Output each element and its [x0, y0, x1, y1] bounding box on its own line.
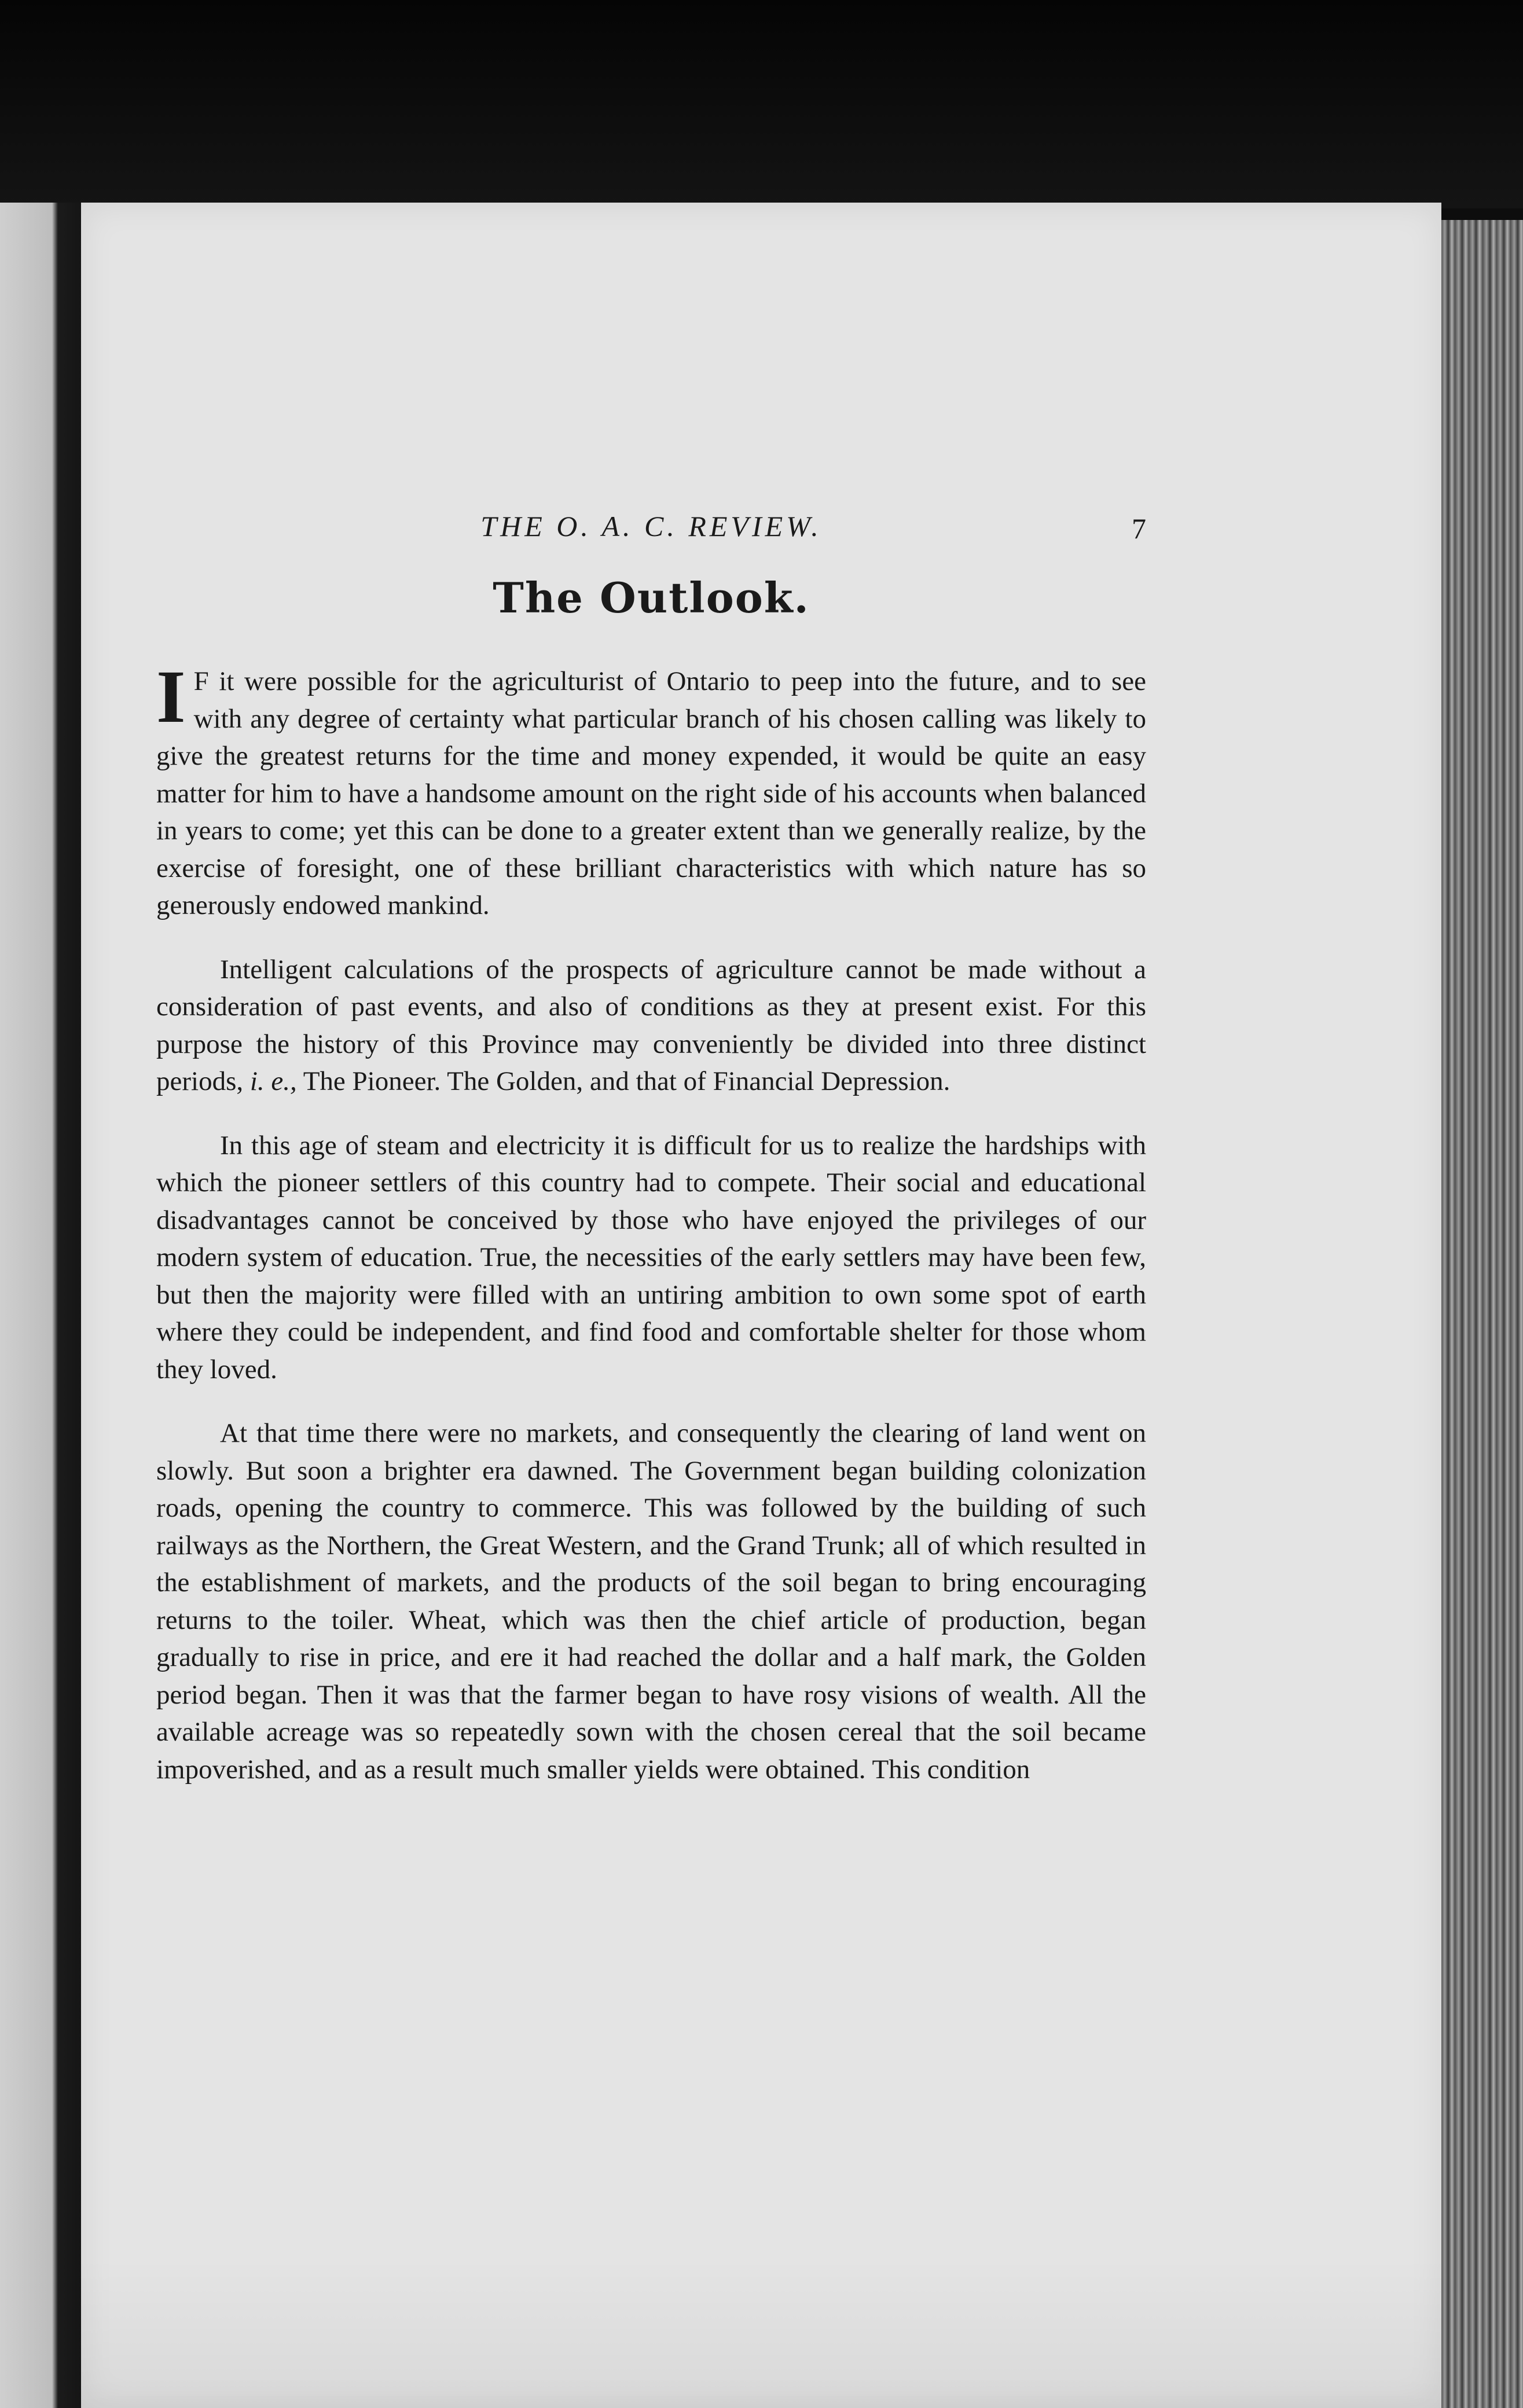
page-stack-edge [1441, 220, 1523, 2408]
page-number: 7 [1132, 512, 1146, 545]
page-shade [81, 2258, 1441, 2408]
drop-cap: I [156, 655, 186, 739]
paragraph-4: At that time there were no markets, and consequently the clearing of land went on slowly. But soon a brighter era dawned. The Government began building colonization roads, opening the country to commerce. This was followed by the building of such railways as the Northern, the Great Western, and the Grand Trunk; all of which resulted in the establishment of markets, and the products of the soil began to bring encouraging returns to the toiler. Wheat, which was then the chief article of production, began gradually to rise in price, and ere it had reached the dollar and a half mark, the Golden period began. Then it was that the farmer began to have rosy visions of wealth. All the available acreage was so repeatedly sown with the chosen cereal that the soil became impoverished, and as a result much smaller yields were obtained. This condition [156, 1418, 1146, 1785]
paragraph-2-ie: i. e., [249, 1066, 297, 1096]
article-title: The Outlook. [493, 573, 810, 622]
page-content [156, 509, 1146, 1815]
journal-title: THE O. A. C. REVIEW. [480, 510, 822, 542]
paragraph-1-text: F it were possible for the agriculturist of Ontario to peep into the future, and to see with any degree of certainty what particular branch of his chosen calling was likely to give the greatest returns for the time and money expended, it would be quite an easy matter for him to have a handsome amount on the right side of his accounts when balanced in years to come; yet this can be done to a greater extent than we generally realize, by the exercise of foresight, one of these brilliant characteristics with which nature has so generously endowed mankind. [156, 666, 1146, 920]
paragraph-2-start: Intelligent calculations of the prospects of agriculture cannot be made without a consideration of past events, and also of conditions as they at present exist. For this purpose the history of this Province may conveniently be divided into three distinct periods, [156, 954, 1146, 1096]
paragraph-2 [156, 951, 1146, 1100]
scan-background-top [0, 0, 1523, 208]
facing-page-edge [0, 203, 81, 2408]
paragraph-1 [156, 655, 1146, 924]
paragraph-2-end: The Pioneer. The Golden, and that of Financial Depression. [303, 1066, 951, 1096]
running-head [156, 509, 1146, 556]
paragraph-3: In this age of steam and electricity it is difficult for us to realize the hardships with which the pioneer settlers of this country had to compete. Their social and educational disadvantages cannot be conceived by those who have enjoyed the privileges of our modern system of education. True, the necessities of the early settlers may have been few, but then the majority were filled with an untiring ambition to own some spot of earth where they could be independent, and find food and comfortable shelter for those whom they loved. [156, 1130, 1146, 1385]
